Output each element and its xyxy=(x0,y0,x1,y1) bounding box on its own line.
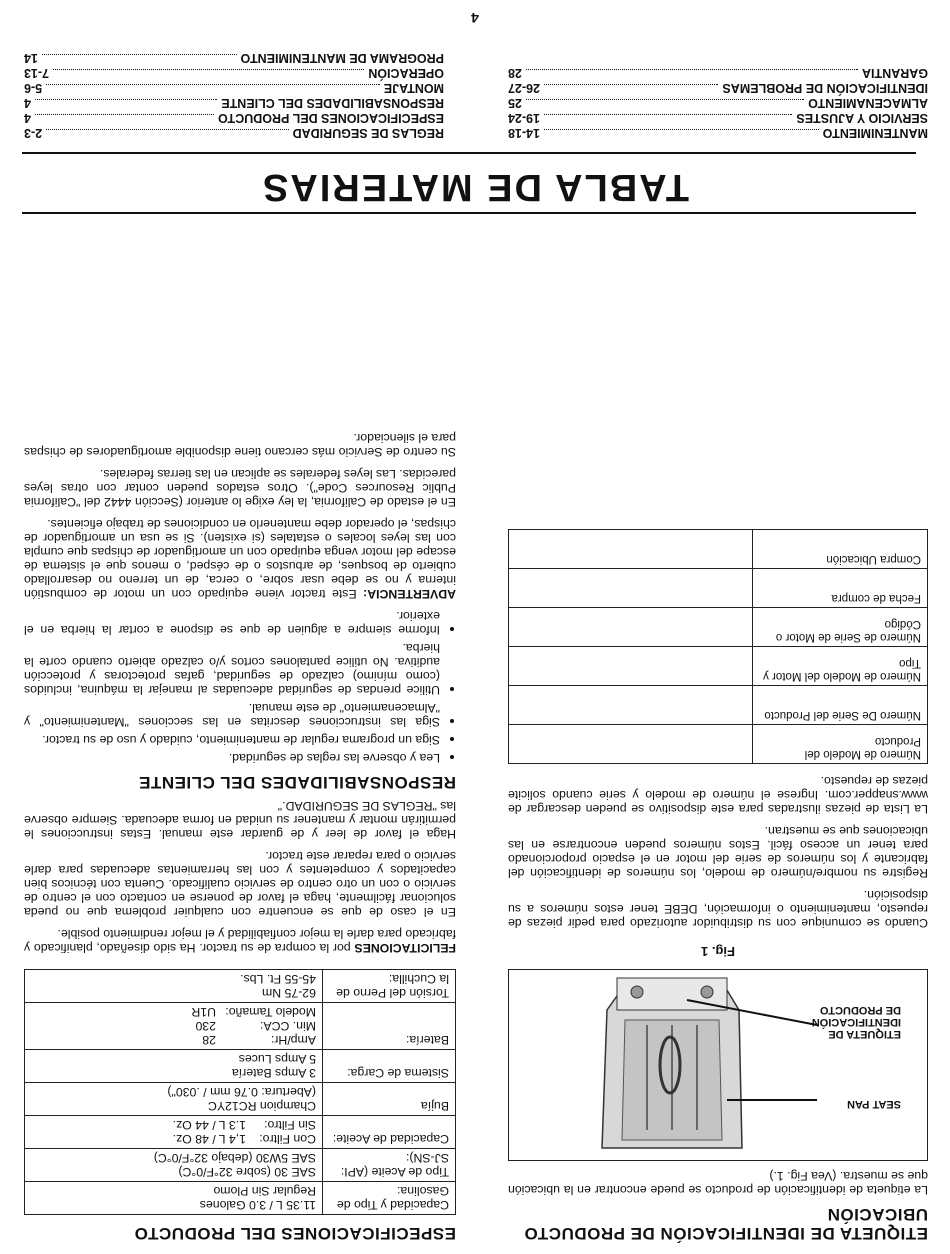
spec-value: 3 Amps Batería 5 Amps Luces xyxy=(25,1050,323,1083)
table-row xyxy=(25,1083,456,1116)
toc-entry[interactable]: MANTENIMIENTO 14-18 xyxy=(508,126,928,140)
toc-entry[interactable]: GARANTIA 28 xyxy=(508,66,928,80)
record-table xyxy=(508,529,928,764)
record-blank xyxy=(509,724,753,763)
seat-pan-illustration xyxy=(507,970,927,1160)
list-item: • Siga un programa regular de mantenimiento, cuidado y uso de su tractor. xyxy=(24,733,440,747)
toc-entry[interactable]: MONTAJE 5-6 xyxy=(24,81,444,95)
record-blank xyxy=(509,568,753,607)
list-item: • Lea y observe las reglas de seguridad. xyxy=(24,751,440,765)
table-row xyxy=(25,1050,456,1083)
parts-list-paragraph: La Lista de piezas ilustradas para este dispositivo se pueden descargar de www.snapper.com. Ingrese el número de modelo y serie cuando solicite piezas de repuesto. xyxy=(508,773,928,816)
spec-value: Amp/Hr: 28 Min. CCA: 230 Modelo Tamaño: U1R xyxy=(25,1003,323,1050)
spec-label: Capacidad de Aceite: xyxy=(323,1116,456,1149)
left-column xyxy=(508,529,928,1242)
table-row xyxy=(509,724,928,763)
list-item: • Siga las instrucciones descritas en las secciones "Mantenimiento" y "Almacenamiento" de este manual. xyxy=(24,701,440,729)
congrats-paragraph: FELICITACIONES por la compra de su tractor. Ha sido diseñado, planificado y fabricado para darle la mejor confiabilidad y el mejor rendimiento posible. xyxy=(24,927,456,956)
table-row xyxy=(25,1182,456,1215)
table-row xyxy=(509,646,928,685)
seat-pan-callout: SEAT PAN xyxy=(847,1097,901,1110)
table-row xyxy=(25,970,456,1003)
record-blank xyxy=(509,529,753,568)
spec-label: Capacidad y Tipo de Gasolina: xyxy=(323,1182,456,1215)
spec-value: 62-75 Nm 45-55 Ft. Lbs. xyxy=(25,970,323,1003)
register-paragraph: Registre su nombre/número de modelo, los números de identificación del fabricante y los números de serie del motor en el espacio proporcionado para tener un acceso fácil. Estos números pueden encontrarse en las ubicaciones que se muestran. xyxy=(508,823,928,880)
toc-column-right-pages xyxy=(508,65,928,140)
toc-entry[interactable]: ALMACENAMIENTO 25 xyxy=(508,96,928,110)
record-label: Número de Modelo del Producto xyxy=(753,724,928,763)
table-row xyxy=(25,1116,456,1149)
table-row xyxy=(509,529,928,568)
spec-label: Tipo de Aceite (API: SJ-SN): xyxy=(323,1149,456,1182)
toc-entry[interactable]: OPERACIÓN 7-13 xyxy=(24,66,444,80)
dealer-paragraph: Cuando se comunique con su distribuidor autorizado para pedir piezas de repuesto, mantenimiento o información, DEBE tener estos números a su disposición. xyxy=(508,887,928,930)
warning-paragraph: ADVERTENCIA: Este tractor viene equipado con un motor de combustión interna y no se debe usar sobre, o cerca, de un terreno no desarrollado cubierto de bosques, de arbustos o de césped, o menos que el sistema de escape del motor venga equipado con un amortiguador de chispas que cumpla con las leyes locales o estatales (si existen). Si se usa un amortiguador de chispas, el operador debe mantenerlo en condiciones de trabajo eficientes. xyxy=(24,516,456,601)
spec-label: Torsión del Perno de la Cuchilla: xyxy=(323,970,456,1003)
table-row xyxy=(509,685,928,724)
spec-table xyxy=(24,969,456,1215)
right-column xyxy=(24,423,456,1242)
responsibilities-list xyxy=(24,609,456,765)
responsibilities-title: RESPONSABILIDADES DEL CLIENTE xyxy=(138,773,456,793)
toc-entry[interactable]: SERVICIO Y AJUSTES 19-24 xyxy=(508,111,928,125)
spec-label: Sistema de Carga: xyxy=(323,1050,456,1083)
spec-value: 11.35 L / 3.0 Galones Regular Sin Plomo xyxy=(25,1182,323,1215)
record-blank xyxy=(509,646,753,685)
record-label: Fecha de compra xyxy=(753,568,928,607)
toc-entry[interactable]: REGLAS DE SEGURIDAD 2-3 xyxy=(24,126,444,140)
id-label-title: ETIQUETA DE IDENTIFICACIÓN DE PRODUCTO UBICACIÓN xyxy=(523,1205,928,1243)
record-label: Compra Ubicación xyxy=(753,529,928,568)
toc-entry[interactable]: PROGRAMA DE MANTENIMIENTO 14 xyxy=(24,51,444,65)
figure-caption: Fig. 1 xyxy=(701,943,735,959)
id-label-intro: La etiqueta de identificación de producto se puede encontrar en la ubicación que se muestra. (Vea Fig. 1.) xyxy=(508,1168,928,1197)
record-label: Número De Serie del Producto xyxy=(753,685,928,724)
divider xyxy=(22,152,916,154)
table-row xyxy=(509,568,928,607)
spec-title: ESPECIFICACIONES DEL PRODUCTO xyxy=(134,1224,456,1243)
record-blank xyxy=(509,607,753,646)
list-item: • Utilice prendas de seguridad adecuadas al manejar la máquina, incluidos (como mínimo) calzado de seguridad, gafas protectoras y protección auditiva. No utilice pantalones cortos y/o calzado abierto cuando corte la hierba. xyxy=(24,641,440,697)
toc-entry[interactable]: IDENTIFICACIÓN DE PROBLEMAS 26-27 xyxy=(508,81,928,95)
list-item: • Informe siempre a alguien de que se dispone a cortar la hierba en el exterior. xyxy=(24,609,440,637)
spec-label: Batería: xyxy=(323,1003,456,1050)
toc-column-left-pages xyxy=(24,50,444,140)
figure-1 xyxy=(508,969,928,1161)
service-paragraph: En el caso de que se encuentre con cualquier problema que no pueda solucionar fácilmente, haga el favor de ponerse en contacto con el centro de servicio o con un otro centro de servicio cualificado. Cuenta con técnicos bien capacitados y competentes y con las herramientas adecuadas para darle servicio o para reparar este tractor. xyxy=(24,849,456,920)
toc-title: TABLA DE MATERIAS xyxy=(260,166,690,208)
spec-value: SAE 30 (sobre 32°F/0°C) SAE 5W30 (debajo 32°F/0°C) xyxy=(25,1149,323,1182)
spark-arrester-paragraph: Su centro de Servicio más cercano tiene disponible amortiguadores de chispas para el silenciador. xyxy=(24,430,456,459)
product-tag-callout: ETIQUETA DE IDENTIFICACIÓN DE PRODUCTO xyxy=(811,1003,901,1040)
spec-label: Bujía xyxy=(323,1083,456,1116)
table-row xyxy=(25,1149,456,1182)
california-paragraph: En el estado de California, la ley exige lo anterior (Sección 4442 del "California Public Resources Code"). Otros estados pueden contar con otras leyes parecidas. Las leyes federales se aplican en las tierras federales. xyxy=(24,466,456,509)
table-row xyxy=(25,1003,456,1050)
spec-value: Con Filtro: 1,4 L / 48 Oz. Sin Filtro: 1.3 L / 44 Oz. xyxy=(25,1116,323,1149)
manual-paragraph: Haga el favor de leer y de guardar este manual. Estas instrucciones le permitirán montar y mantener su unidad en forma adecuada. Siempre observe las "REGLAS DE SEGURIDAD." xyxy=(24,799,456,842)
record-label: Número de Serie de Motor o Código xyxy=(753,607,928,646)
page-number: 4 xyxy=(471,10,479,26)
spec-value: Champion RC12YC (Abertura: 0.76 mm / .030") xyxy=(25,1083,323,1116)
toc-entry[interactable]: ESPECIFICACIONES DEL PRODUCTO 4 xyxy=(24,111,444,125)
record-blank xyxy=(509,685,753,724)
record-label: Número de Modelo del Motor y Tipo xyxy=(753,646,928,685)
table-row xyxy=(509,607,928,646)
toc-entry[interactable]: RESPONSABILIDADES DEL CLIENTE 4 xyxy=(24,96,444,110)
divider xyxy=(22,212,916,214)
